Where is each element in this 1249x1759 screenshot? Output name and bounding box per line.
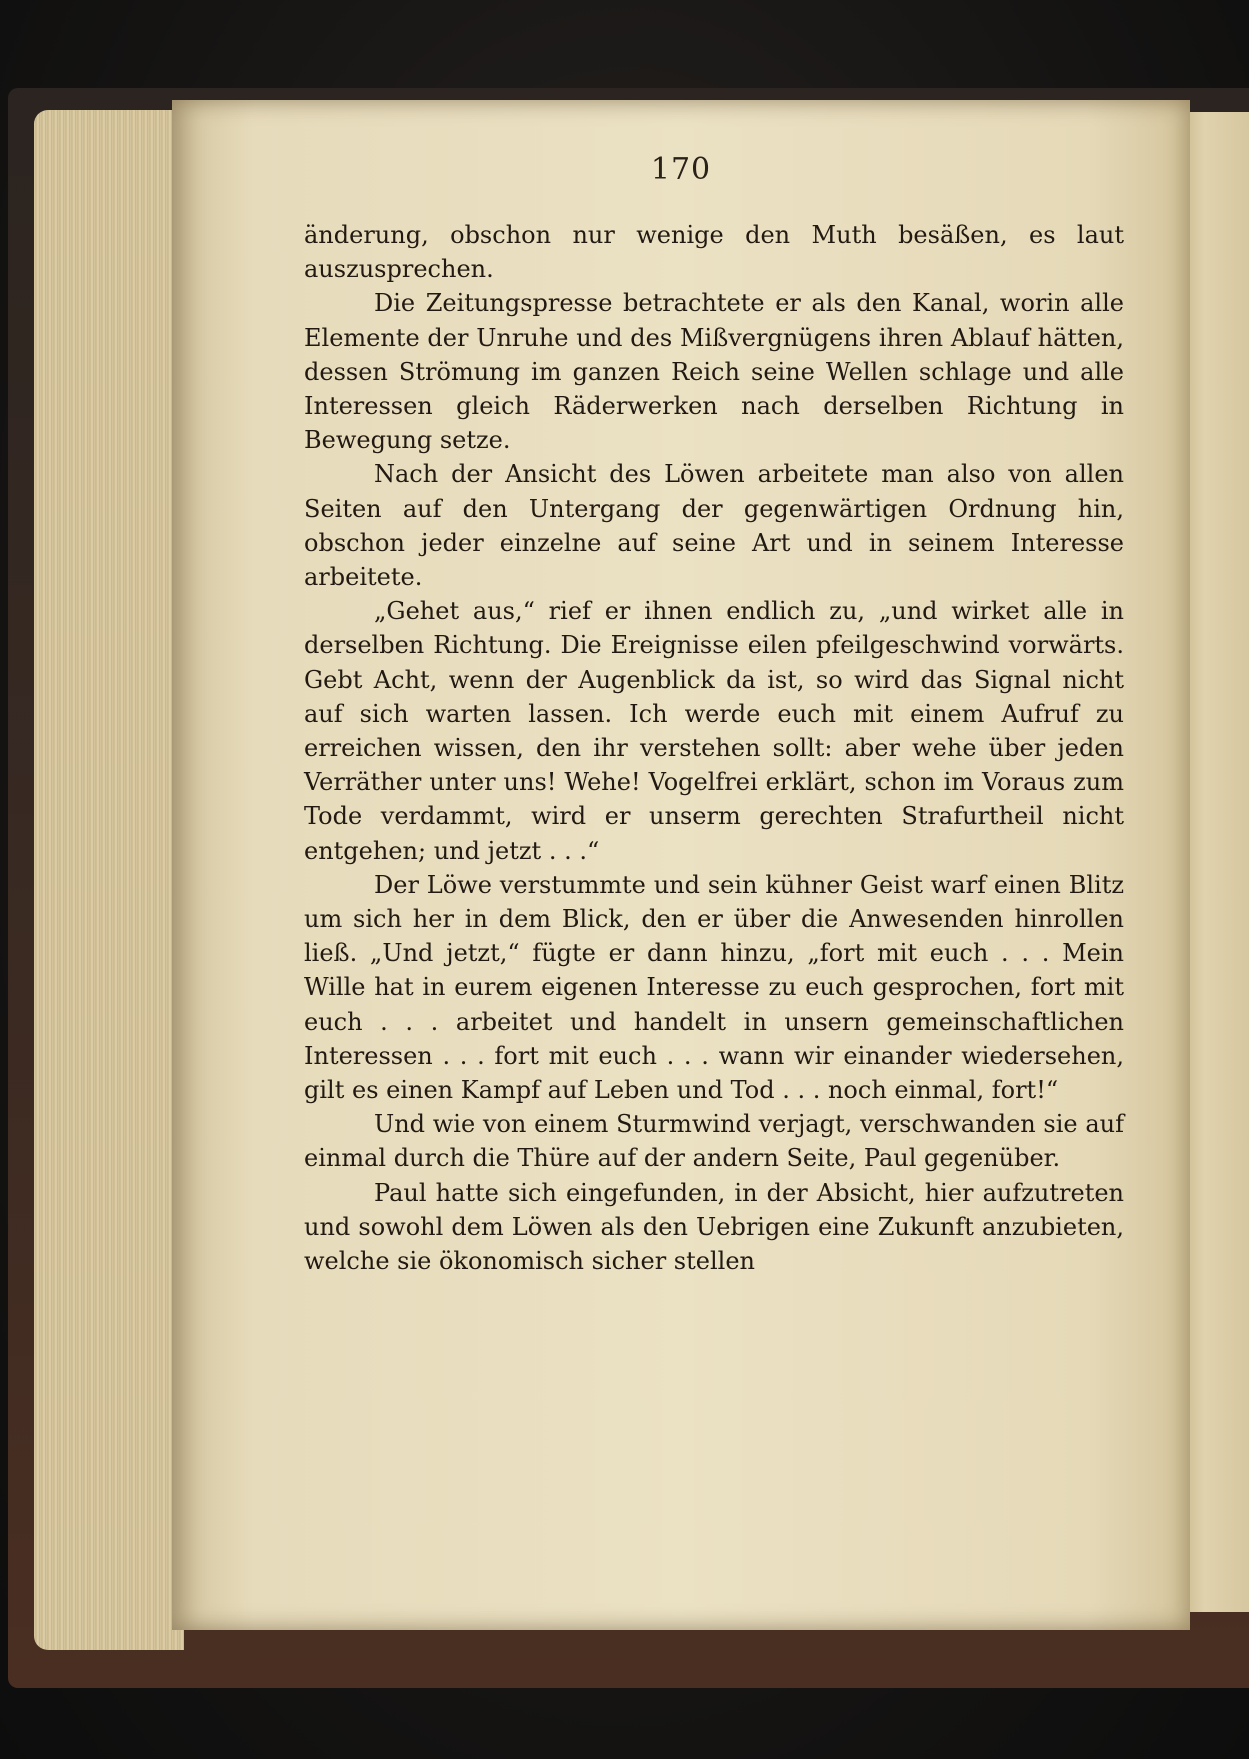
paragraph: Der Löwe verstummte und sein kühner Geist warf einen Blitz um sich her in dem Blick, den er über die Anwesenden hinrollen ließ. „Und jetzt,“ fügte er dann hinzu, „fort mit euch . . . Mein Wille hat in eurem eigenen Interesse zu euch gesprochen, fort mit euch . . . arbeitet und handelt in unsern gemeinschaftlichen Interessen . . . fort mit euch . . . wann wir einander wiedersehen, gilt es einen Kampf auf Leben und Tod . . . noch einmal, fort!“ (304, 870, 1124, 1105)
paragraph: Nach der Ansicht des Löwen arbeitete man also von allen Seiten auf den Untergang der gegenwärtigen Ordnung hin, obschon jeder einzelne auf seine Art und in seinem Interesse arbeitete. (304, 460, 1124, 592)
paragraph: Und wie von einem Sturmwind verjagt, verschwanden sie auf einmal durch die Thüre auf der andern Seite, Paul gegenüber. (304, 1110, 1124, 1173)
paragraph: „Gehet aus,“ rief er ihnen endlich zu, „und wirket alle in derselben Richtung. Die Ereignisse eilen pfeilgeschwind vorwärts. Gebt Acht, wenn der Augenblick da ist, so wird das Signal nicht auf sich warten lassen. Ich werde euch mit einem Aufruf zu erreichen wissen, den ihr verstehen sollt: aber wehe über jeden Verräther unter uns! Wehe! Vogelfrei erklärt, schon im Voraus zum Tode verdammt, wird er unserm gerechten Strafurtheil nicht entgehen; und jetzt . . .“ (304, 597, 1124, 865)
page-number: 170 (650, 152, 712, 187)
page-edges (34, 110, 184, 1650)
paragraph: änderung, obschon nur wenige den Muth besäßen, es laut auszusprechen. (304, 221, 1124, 284)
paragraph: Die Zeitungspresse betrachtete er als den Kanal, worin alle Elemente der Unruhe und des Mißvergnügens ihren Ablauf hätten, dessen Strömung im ganzen Reich seine Wellen schlage und alle Interessen gleich Räderwerken nach derselben Richtung in Bewegung setze. (304, 289, 1124, 455)
facing-page-edge (1180, 112, 1249, 1612)
paragraph: Paul hatte sich eingefunden, in der Absicht, hier aufzutreten und sowohl dem Löwen als den Uebrigen eine Zukunft anzubieten, welche sie ökonomisch sicher stellen (304, 1178, 1124, 1276)
page-text (304, 218, 1124, 1278)
book-page (172, 100, 1190, 1630)
